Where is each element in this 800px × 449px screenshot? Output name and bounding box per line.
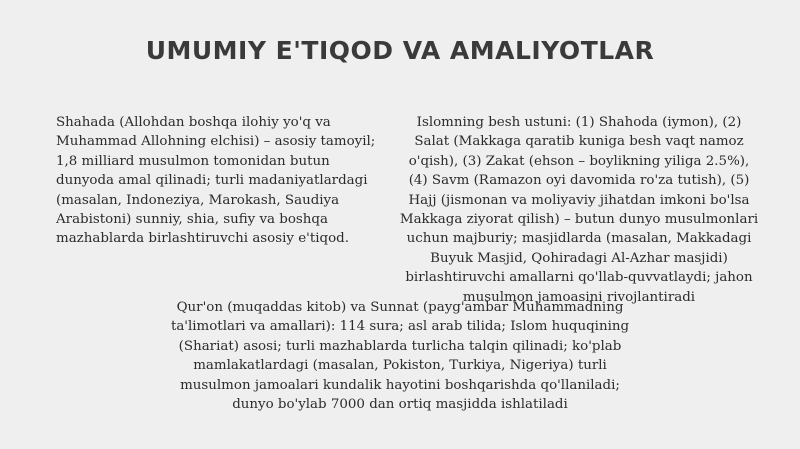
left-text-block: Shahada (Allohdan boshqa ilohiy yo'q va Muhammad Allohning elchisi) – asosiy tamoyil; 1,8 milliard musulmon tomonidan butun dunyoda amal qilinadi; turli madaniyatlardagi (masalan, Indoneziya, Marokash, Saudiya Arabistoni) sunniy, shia, sufiy va boshqa mazhablarda birlashtiruvchi asosiy e'tiqod. — [56, 115, 376, 247]
right-text-block: Islomning besh ustuni: (1) Shahoda (iymon), (2) Salat (Makkaga qaratib kuniga besh vaqt namoz o'qish), (3) Zakat (ehson – boylikning yiliga 2.5%), (4) Savm (Ramazon oyi davomida ro'za tutish), (5) Hajj (jismonan va moliyaviy jihatdan imkoni bo'lsa Makkaga ziyorat qilish) – butun dunyo musulmonlari uchun majburiy; masjidlarda (masalan, Makkadagi Buyuk Masjid, Qohiradagi Al-Azhar masjidi) birlashtiruvchi amallarni qo'llab-quvvatlaydi; jahon musulmon jamoasini rivojlantiradi — [399, 115, 759, 305]
slide-title: UMUMIY E'TIQOD VA AMALIYOTLAR — [145, 36, 655, 65]
bottom-text-block: Qur'on (muqaddas kitob) va Sunnat (payg'ambar Muhammadning ta'limotlari va amallari): 114 sura; asl arab tilida; Islom huquqining (Shariat) asosi; turli mazhablarda turlicha talqin qilinadi; ko'plab mamlakatlardagi (masalan, Pokiston, Turkiya, Nigeriya) turli musulmon jamoalari kundalik hayotini boshqarishda qo'llaniladi; dunyo bo'ylab 7000 dan ortiq masjidda ishlatiladi — [170, 300, 630, 413]
